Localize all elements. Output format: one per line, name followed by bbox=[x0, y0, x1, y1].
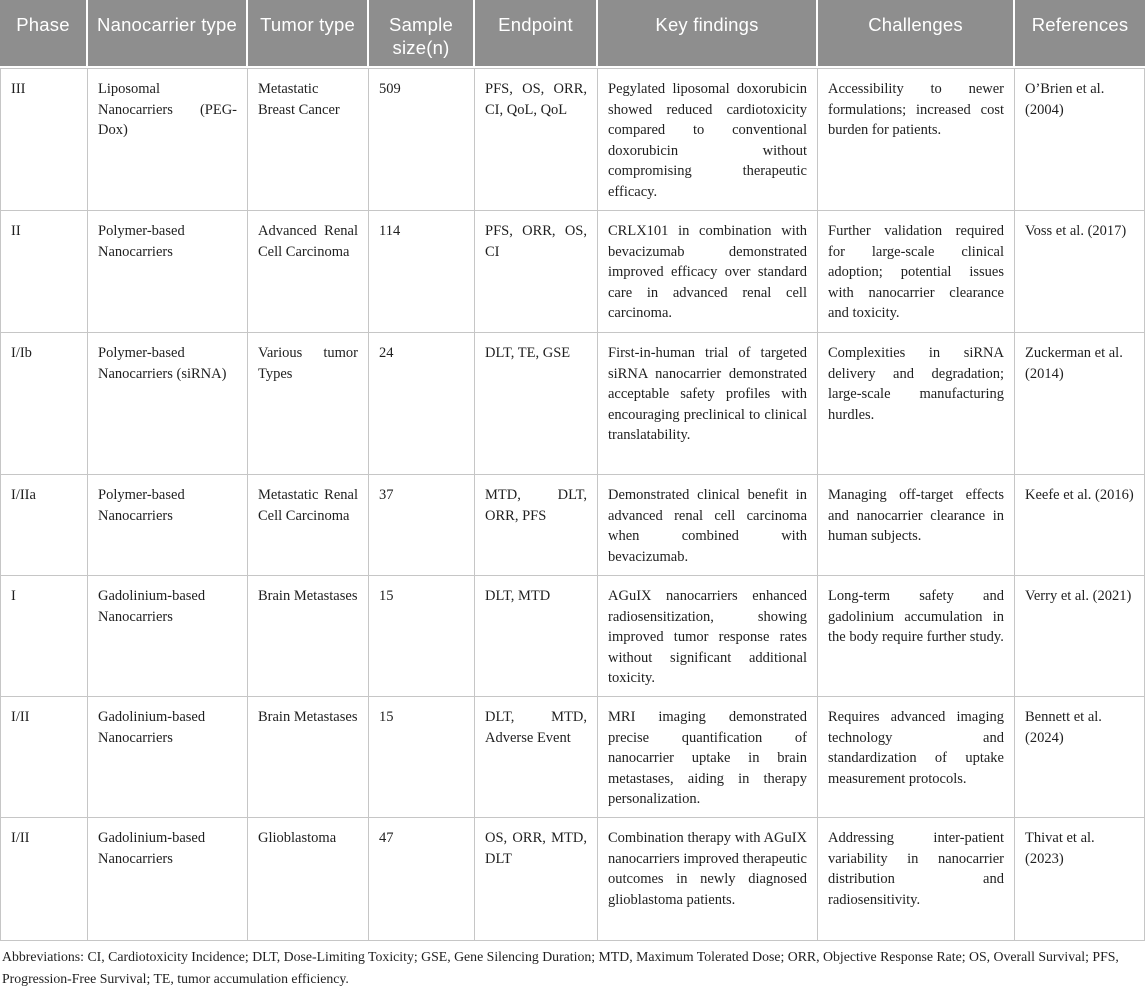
cell-endpoint: OS, ORR, MTD, DLT bbox=[475, 818, 598, 941]
cell-tumor-type: Various tumor Types bbox=[248, 333, 369, 475]
cell-tumor-type: Metastatic Breast Cancer bbox=[248, 68, 369, 211]
cell-endpoint: DLT, MTD bbox=[475, 576, 598, 697]
header-tumor-type: Tumor type bbox=[248, 0, 369, 68]
header-challenges: Challenges bbox=[818, 0, 1015, 68]
cell-sample-size: 37 bbox=[369, 475, 475, 576]
cell-sample-size: 24 bbox=[369, 333, 475, 475]
cell-phase: I/Ib bbox=[0, 333, 88, 475]
cell-key-findings: First-in-human trial of targeted siRNA nanocarrier demonstrated acceptable safety profiles with encouraging preclinical to clinical translatability. bbox=[598, 333, 818, 475]
table-row bbox=[0, 211, 1145, 333]
table-row bbox=[0, 475, 1145, 576]
cell-nanocarrier-type: Gadolinium-based Nanocarriers bbox=[88, 697, 248, 818]
cell-challenges: Requires advanced imaging technology and standardization of uptake measurement protocols. bbox=[818, 697, 1015, 818]
cell-endpoint: PFS, ORR, OS, CI bbox=[475, 211, 598, 333]
cell-endpoint: PFS, OS, ORR, CI, QoL, QoL bbox=[475, 68, 598, 211]
cell-key-findings: AGuIX nanocarriers enhanced radiosensitization, showing improved tumor response rates without significant additional toxicity. bbox=[598, 576, 818, 697]
cell-nanocarrier-type: Gadolinium-based Nanocarriers bbox=[88, 576, 248, 697]
cell-nanocarrier-type: Polymer-based Nanocarriers bbox=[88, 211, 248, 333]
cell-references: O’Brien et al. (2004) bbox=[1015, 68, 1145, 211]
cell-phase: II bbox=[0, 211, 88, 333]
cell-tumor-type: Glioblastoma bbox=[248, 818, 369, 941]
cell-references: Zuckerman et al. (2014) bbox=[1015, 333, 1145, 475]
cell-sample-size: 15 bbox=[369, 697, 475, 818]
table-header bbox=[0, 0, 1145, 68]
cell-phase: I/II bbox=[0, 818, 88, 941]
table-row bbox=[0, 68, 1145, 211]
abbreviations-footnote: Abbreviations: CI, Cardiotoxicity Incidence; DLT, Dose-Limiting Toxicity; GSE, Gene Silencing Duration; MTD, Maximum Tolerated Dose; ORR, Objective Response Rate; OS, Overall Survival; PFS, Progression-Free Survival; TE, tumor accumulation efficiency. bbox=[2, 949, 1119, 987]
cell-references: Bennett et al. (2024) bbox=[1015, 697, 1145, 818]
header-phase: Phase bbox=[0, 0, 88, 68]
table-row bbox=[0, 697, 1145, 818]
cell-tumor-type: Brain Metastases bbox=[248, 697, 369, 818]
cell-key-findings: CRLX101 in combination with bevacizumab demonstrated improved efficacy over standard care in advanced renal cell carcinoma. bbox=[598, 211, 818, 333]
table-body bbox=[0, 68, 1145, 941]
cell-nanocarrier-type: Polymer-based Nanocarriers (siRNA) bbox=[88, 333, 248, 475]
cell-challenges: Long-term safety and gadolinium accumulation in the body require further study. bbox=[818, 576, 1015, 697]
table-row bbox=[0, 576, 1145, 697]
cell-phase: I bbox=[0, 576, 88, 697]
cell-key-findings: MRI imaging demonstrated precise quantification of nanocarrier uptake in brain metastases, aiding in therapy personalization. bbox=[598, 697, 818, 818]
cell-key-findings: Combination therapy with AGuIX nanocarriers improved therapeutic outcomes in newly diagnosed glioblastoma patients. bbox=[598, 818, 818, 941]
cell-references: Thivat et al. (2023) bbox=[1015, 818, 1145, 941]
cell-phase: I/IIa bbox=[0, 475, 88, 576]
cell-phase: I/II bbox=[0, 697, 88, 818]
cell-sample-size: 47 bbox=[369, 818, 475, 941]
header-sample-size: Sample size(n) bbox=[369, 0, 475, 68]
header-nanocarrier-type: Nanocarrier type bbox=[88, 0, 248, 68]
cell-references: Verry et al. (2021) bbox=[1015, 576, 1145, 697]
cell-sample-size: 114 bbox=[369, 211, 475, 333]
cell-sample-size: 509 bbox=[369, 68, 475, 211]
cell-tumor-type: Metastatic Renal Cell Carcinoma bbox=[248, 475, 369, 576]
cell-key-findings: Pegylated liposomal doxorubicin showed reduced cardiotoxicity compared to conventional doxorubicin without compromising therapeutic efficacy. bbox=[598, 68, 818, 211]
cell-sample-size: 15 bbox=[369, 576, 475, 697]
cell-challenges: Addressing inter-patient variability in nanocarrier distribution and radiosensitivity. bbox=[818, 818, 1015, 941]
cell-nanocarrier-type: Gadolinium-based Nanocarriers bbox=[88, 818, 248, 941]
cell-nanocarrier-type: Polymer-based Nanocarriers bbox=[88, 475, 248, 576]
cell-challenges: Accessibility to newer formulations; increased cost burden for patients. bbox=[818, 68, 1015, 211]
cell-endpoint: DLT, TE, GSE bbox=[475, 333, 598, 475]
cell-references: Keefe et al. (2016) bbox=[1015, 475, 1145, 576]
table-row bbox=[0, 333, 1145, 475]
table-row bbox=[0, 818, 1145, 941]
header-row bbox=[0, 0, 1145, 68]
cell-challenges: Further validation required for large-scale clinical adoption; potential issues with nanocarrier clearance and toxicity. bbox=[818, 211, 1015, 333]
cell-references: Voss et al. (2017) bbox=[1015, 211, 1145, 333]
cell-endpoint: MTD, DLT, ORR, PFS bbox=[475, 475, 598, 576]
cell-key-findings: Demonstrated clinical benefit in advanced renal cell carcinoma when combined with bevacizumab. bbox=[598, 475, 818, 576]
cell-challenges: Complexities in siRNA delivery and degradation; large-scale manufacturing hurdles. bbox=[818, 333, 1015, 475]
header-references: References bbox=[1015, 0, 1145, 68]
cell-tumor-type: Advanced Renal Cell Carcinoma bbox=[248, 211, 369, 333]
header-key-findings: Key findings bbox=[598, 0, 818, 68]
cell-nanocarrier-type: Liposomal Nanocarriers (PEG-Dox) bbox=[88, 68, 248, 211]
cell-phase: III bbox=[0, 68, 88, 211]
cell-endpoint: DLT, MTD, Adverse Event bbox=[475, 697, 598, 818]
header-endpoint: Endpoint bbox=[475, 0, 598, 68]
cell-challenges: Managing off-target effects and nanocarrier clearance in human subjects. bbox=[818, 475, 1015, 576]
cell-tumor-type: Brain Metastases bbox=[248, 576, 369, 697]
